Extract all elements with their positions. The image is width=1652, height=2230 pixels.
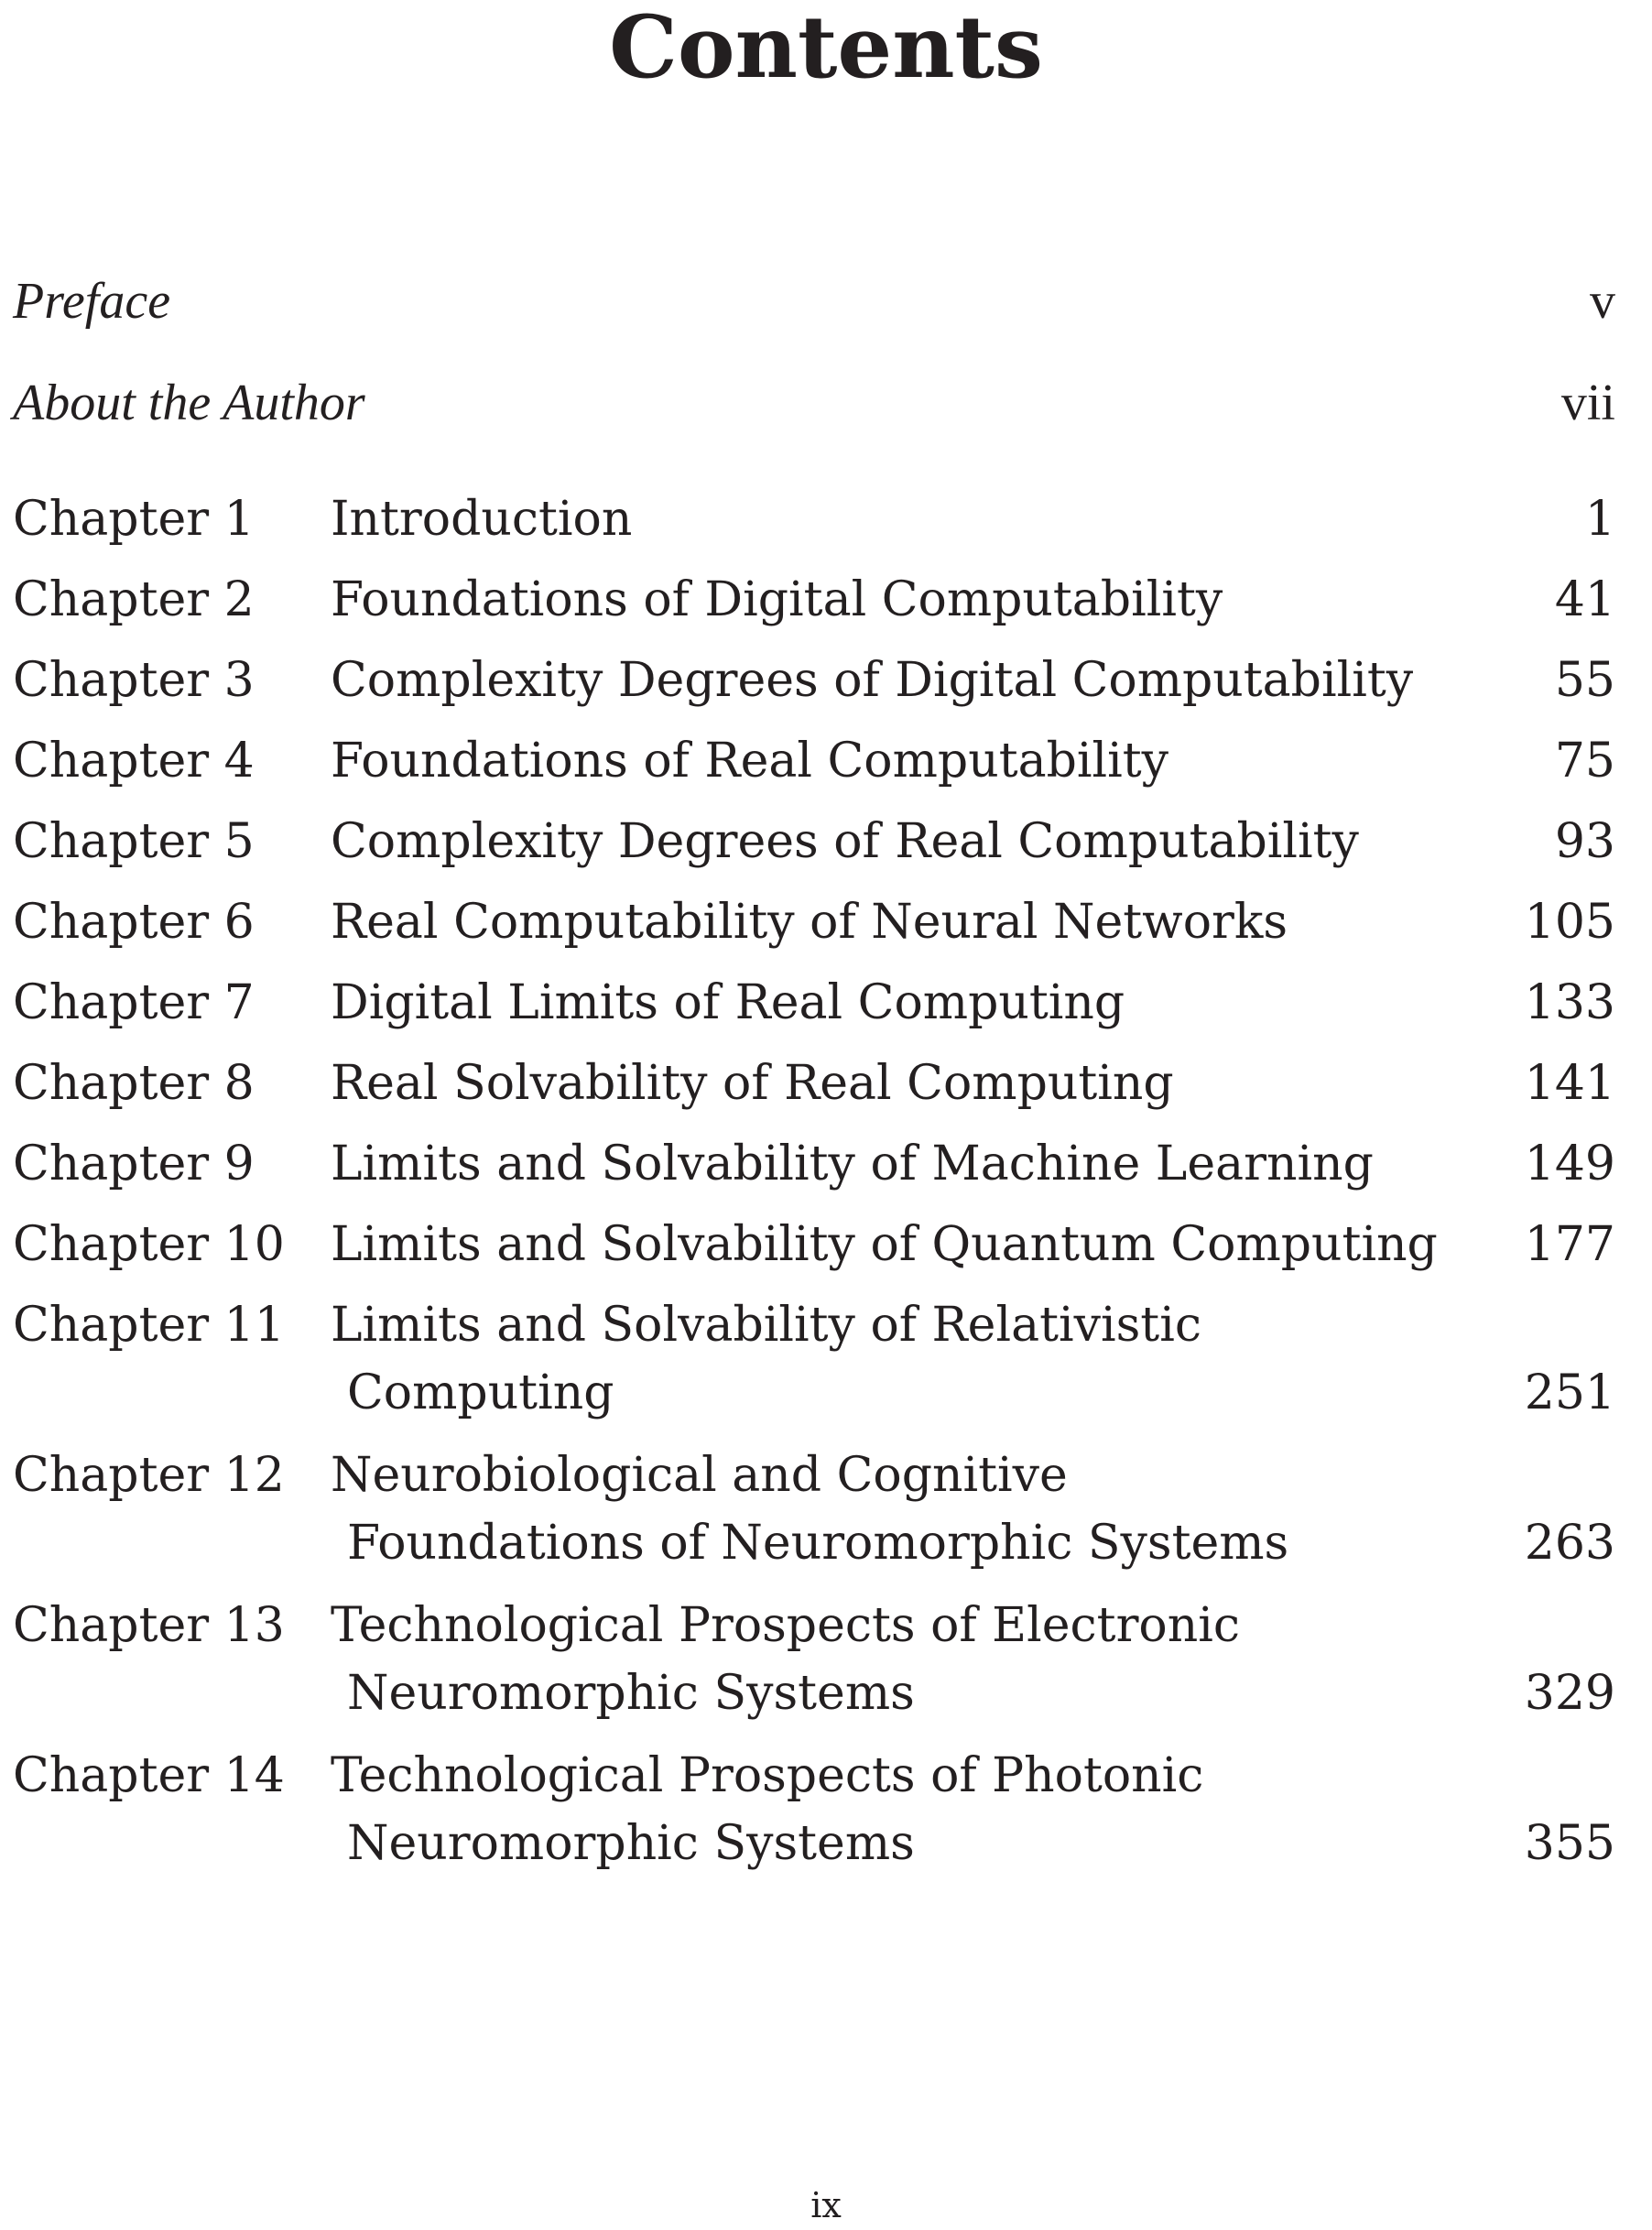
toc-entry-chapter[interactable] bbox=[13, 647, 1615, 714]
entry-page-number: 93 bbox=[1554, 814, 1615, 869]
chapter-label: Chapter 7 bbox=[13, 975, 255, 1030]
entry-page-number: 133 bbox=[1524, 975, 1615, 1030]
chapter-title-line: Complexity Degrees of Real Computability bbox=[331, 814, 1359, 869]
chapter-title-line: Introduction bbox=[331, 492, 633, 547]
chapter-title-line: Foundations of Real Computability bbox=[331, 734, 1169, 789]
entry-page-number: 105 bbox=[1524, 895, 1615, 950]
chapter-title-line: Complexity Degrees of Digital Computability bbox=[331, 653, 1414, 708]
entry-page-number: 1 bbox=[1584, 492, 1615, 547]
chapter-title-line: Technological Prospects of Electronic bbox=[331, 1598, 1240, 1653]
chapter-title bbox=[331, 808, 1615, 876]
chapter-title bbox=[331, 1291, 1615, 1427]
chapter-label: Chapter 4 bbox=[13, 734, 255, 789]
chapter-label: Chapter 5 bbox=[13, 814, 255, 869]
chapter-title-line: Technological Prospects of Photonic bbox=[331, 1748, 1204, 1803]
chapter-label: Chapter 1 bbox=[13, 492, 255, 547]
chapter-label: Chapter 2 bbox=[13, 572, 255, 627]
chapter-title bbox=[331, 1441, 1615, 1577]
chapter-label: Chapter 11 bbox=[13, 1298, 285, 1353]
chapter-title-line: Limits and Solvability of Quantum Computing bbox=[331, 1217, 1438, 1272]
entry-page-number: 263 bbox=[1524, 1516, 1615, 1571]
toc-entry-chapter[interactable] bbox=[13, 1130, 1615, 1198]
toc-entry-chapter[interactable] bbox=[13, 888, 1615, 956]
chapter-title-line: Limits and Solvability of Machine Learning bbox=[331, 1137, 1374, 1191]
page-title: Contents bbox=[609, 0, 1043, 98]
toc-entry-chapter[interactable] bbox=[13, 808, 1615, 876]
chapter-title-line: Computing bbox=[347, 1365, 614, 1420]
entry-page-number: 41 bbox=[1554, 572, 1615, 627]
entry-page-number: v bbox=[1590, 273, 1615, 330]
toc-entry-chapter[interactable] bbox=[13, 1211, 1615, 1278]
chapter-title-line: Neurobiological and Cognitive bbox=[331, 1448, 1068, 1503]
toc-entry-chapter[interactable] bbox=[13, 727, 1615, 795]
chapter-label: Chapter 13 bbox=[13, 1598, 285, 1653]
chapter-title-line: Digital Limits of Real Computing bbox=[331, 975, 1125, 1030]
chapter-label: Chapter 14 bbox=[13, 1748, 285, 1803]
chapter-title-line: Limits and Solvability of Relativistic bbox=[331, 1298, 1201, 1353]
entry-page-number: 329 bbox=[1524, 1666, 1615, 1721]
chapter-title bbox=[331, 1130, 1615, 1198]
chapter-title bbox=[331, 1050, 1615, 1117]
entry-page-number: 149 bbox=[1524, 1137, 1615, 1191]
chapter-title bbox=[331, 566, 1615, 634]
entry-page-number: 75 bbox=[1554, 734, 1615, 789]
chapter-title bbox=[331, 485, 1615, 553]
toc-entry-chapter[interactable] bbox=[13, 566, 1615, 634]
entry-page-number: 55 bbox=[1554, 653, 1615, 708]
chapter-title-line: Neuromorphic Systems bbox=[347, 1666, 915, 1721]
chapter-title-line: Real Computability of Neural Networks bbox=[331, 895, 1288, 950]
chapter-title bbox=[331, 888, 1615, 956]
chapter-title-line: Real Solvability of Real Computing bbox=[331, 1056, 1174, 1111]
chapter-list bbox=[13, 485, 1615, 1892]
entry-page-number: 251 bbox=[1524, 1365, 1615, 1420]
toc-entry-chapter[interactable] bbox=[13, 1050, 1615, 1117]
chapter-title bbox=[331, 1211, 1615, 1278]
chapter-title bbox=[331, 727, 1615, 795]
toc-entry-chapter[interactable] bbox=[13, 1742, 1615, 1877]
chapter-label: Chapter 9 bbox=[13, 1137, 255, 1191]
chapter-title-line: Foundations of Digital Computability bbox=[331, 572, 1223, 627]
page-folio: ix bbox=[810, 2185, 842, 2225]
toc-entry-chapter[interactable] bbox=[13, 1441, 1615, 1577]
toc-entry-chapter[interactable] bbox=[13, 1291, 1615, 1427]
toc-entry-preface[interactable] bbox=[13, 269, 1615, 333]
chapter-title bbox=[331, 969, 1615, 1037]
entry-page-number: 355 bbox=[1524, 1816, 1615, 1871]
chapter-title bbox=[331, 647, 1615, 714]
toc-entry-chapter[interactable] bbox=[13, 969, 1615, 1037]
chapter-label: Chapter 10 bbox=[13, 1217, 285, 1272]
entry-title: About the Author bbox=[13, 375, 365, 431]
chapter-title bbox=[331, 1742, 1615, 1877]
chapter-label: Chapter 8 bbox=[13, 1056, 255, 1111]
entry-title: Preface bbox=[13, 273, 171, 330]
chapter-title-line: Neuromorphic Systems bbox=[347, 1816, 915, 1871]
toc-entry-about-the-author[interactable] bbox=[13, 371, 1615, 435]
chapter-label: Chapter 12 bbox=[13, 1448, 285, 1503]
chapter-label: Chapter 6 bbox=[13, 895, 255, 950]
entry-page-number: vii bbox=[1560, 375, 1615, 431]
toc-entry-chapter[interactable] bbox=[13, 1592, 1615, 1727]
chapter-title bbox=[331, 1592, 1615, 1727]
entry-page-number: 141 bbox=[1524, 1056, 1615, 1111]
toc-entry-chapter[interactable] bbox=[13, 485, 1615, 553]
entry-page-number: 177 bbox=[1524, 1217, 1615, 1272]
chapter-title-line: Foundations of Neuromorphic Systems bbox=[347, 1516, 1289, 1571]
chapter-label: Chapter 3 bbox=[13, 653, 255, 708]
